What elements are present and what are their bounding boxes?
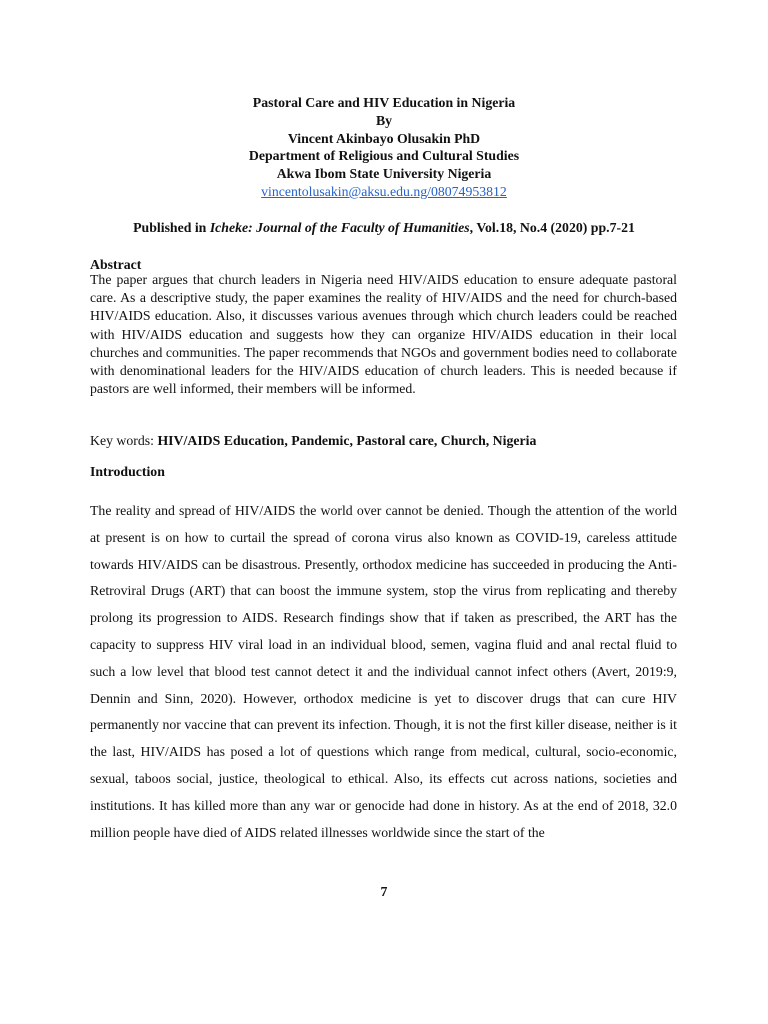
introduction-heading: Introduction bbox=[90, 464, 165, 479]
publication-line bbox=[0, 219, 768, 236]
paper-title: Pastoral Care and HIV Education in Nigeria bbox=[252, 95, 516, 110]
by-line: By bbox=[375, 112, 393, 128]
keywords-label: Key words: bbox=[90, 433, 158, 448]
author-name: Vincent Akinbayo Olusakin PhD bbox=[287, 130, 481, 146]
abstract-text: The paper argues that church leaders in Nigeria need HIV/AIDS education to ensure adequate pastoral care. As a descriptive study, the paper examines the reality of HIV/AIDS and the need for church-based HIV/AIDS education. Also, it discusses various avenues through which church leaders could be reached with HIV/AIDS education and suggests how they can organize HIV/AIDS education in their local churches and communities. The paper recommends that NGOs and government bodies need to collaborate with denominational leaders for the HIV/AIDS education of church leaders. This is needed because if pastors are well informed, their members will be informed. bbox=[90, 272, 677, 397]
title-block bbox=[0, 94, 768, 201]
abstract-heading: Abstract bbox=[90, 257, 142, 272]
publication-details: , Vol.18, No.4 (2020) pp.7-21 bbox=[469, 220, 635, 235]
keywords-terms: HIV/AIDS Education, Pandemic, Pastoral care, Church, Nigeria bbox=[157, 433, 537, 448]
email-link[interactable]: vincentolusakin@aksu.edu.ng/08074953812 bbox=[261, 183, 507, 199]
introduction-text: The reality and spread of HIV/AIDS the world over cannot be denied. Though the attention of the world at present is on how to curtail the spread of corona virus also known as COVID-19, careless attitude towards HIV/AIDS can be disastrous. Presently, orthodox medicine has succeeded in producing the Anti- Retroviral Drugs (ART) that can boost the immune system, stop the virus from replicating and thereby prolong its progression to AIDS. Research findings show that if taken as prescribed, the ART has the capacity to suppress HIV viral load in an individual blood, semen, vagina fluid and anal rectal fluid to such a low level that blood test cannot detect it and the individual cannot infect others (Avert, 2019:9, Dennin and Sinn, 2020). However, orthodox medicine is yet to discover drugs that can cure HIV permanently nor vaccine that can prevent its infection. Though, it is not the first killer disease, neither is it the last, HIV/AIDS has posed a lot of questions which range from medical, cultural, socio-economic, sexual, taboos social, justice, theological to ethical. Also, its effects cut across nations, societies and institutions. It has killed more than any war or genocide had done in history. As at the end of 2018, 32.0 million people have died of AIDS related illnesses worldwide since the start of the bbox=[90, 503, 677, 840]
department: Department of Religious and Cultural Studies bbox=[248, 148, 520, 164]
keywords-line bbox=[90, 432, 536, 449]
page-number: 7 bbox=[380, 884, 388, 899]
university: Akwa Ibom State University Nigeria bbox=[276, 166, 492, 182]
journal-name: Icheke: Journal of the Faculty of Humanities bbox=[209, 220, 470, 235]
publication-prefix: Published in bbox=[133, 220, 210, 235]
